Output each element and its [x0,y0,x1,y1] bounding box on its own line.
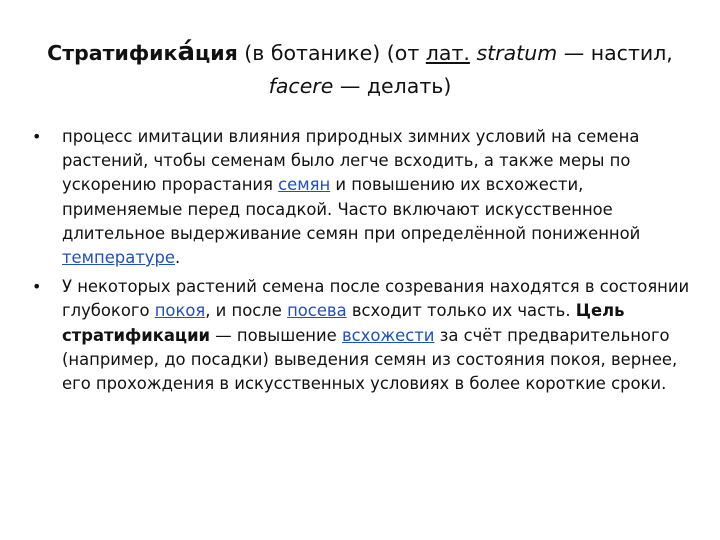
title-text-3: — делать) [333,74,452,98]
bullet-bold-text: Цель стратификации [62,301,625,345]
bullet-list [26,125,690,401]
bullet-text: , и после [205,301,288,321]
title-term-end: ция [195,41,238,65]
link-poseva[interactable]: посева [287,301,347,321]
title-term-accent: а́ [177,37,196,67]
bullet-text: У некоторых растений семена после созревания находятся в состоянии глубокого [62,277,690,321]
bullet-text: . [174,248,181,268]
lat-link[interactable]: лат. [425,41,470,65]
title-term-start: Стратифик [47,41,178,65]
bullet-text: — повышение [210,325,342,345]
bullet-text: и повышению их всхожести, применяемые перед посадкой. Часто включают искусственное длительное выдерживание семян при определённой пониженной [62,175,641,243]
bullet-text: всходит только их часть. [346,301,576,321]
bullet-text: процесс имитации влияния природных зимних условий на семена растений, чтобы семенам было легче всходить, а также меры по ускорению прорастания [62,127,640,195]
title-facere: facere [268,74,334,98]
bullet-marker: • [32,277,42,297]
link-vskhozhesti[interactable]: всхожести [341,325,435,345]
title-text: (в ботанике) (от [237,41,426,65]
link-semyan[interactable]: семян [278,175,331,195]
bullet-item-1 [26,125,690,270]
bullet-text: за счёт предварительного (например, до посадки) выведения семян из состояния покоя, вернее, его прохождения в искусственных условиях в более короткие сроки. [62,325,678,394]
title-stratum: stratum [476,41,558,65]
link-pokoya[interactable]: покоя [154,301,206,321]
title-term [47,37,238,67]
bullet-item-2 [26,275,690,396]
bullet-marker: • [32,127,42,146]
link-temperature[interactable]: температуре [62,248,175,268]
slide-title [40,36,680,103]
title-text-2: — настил, [557,41,673,65]
